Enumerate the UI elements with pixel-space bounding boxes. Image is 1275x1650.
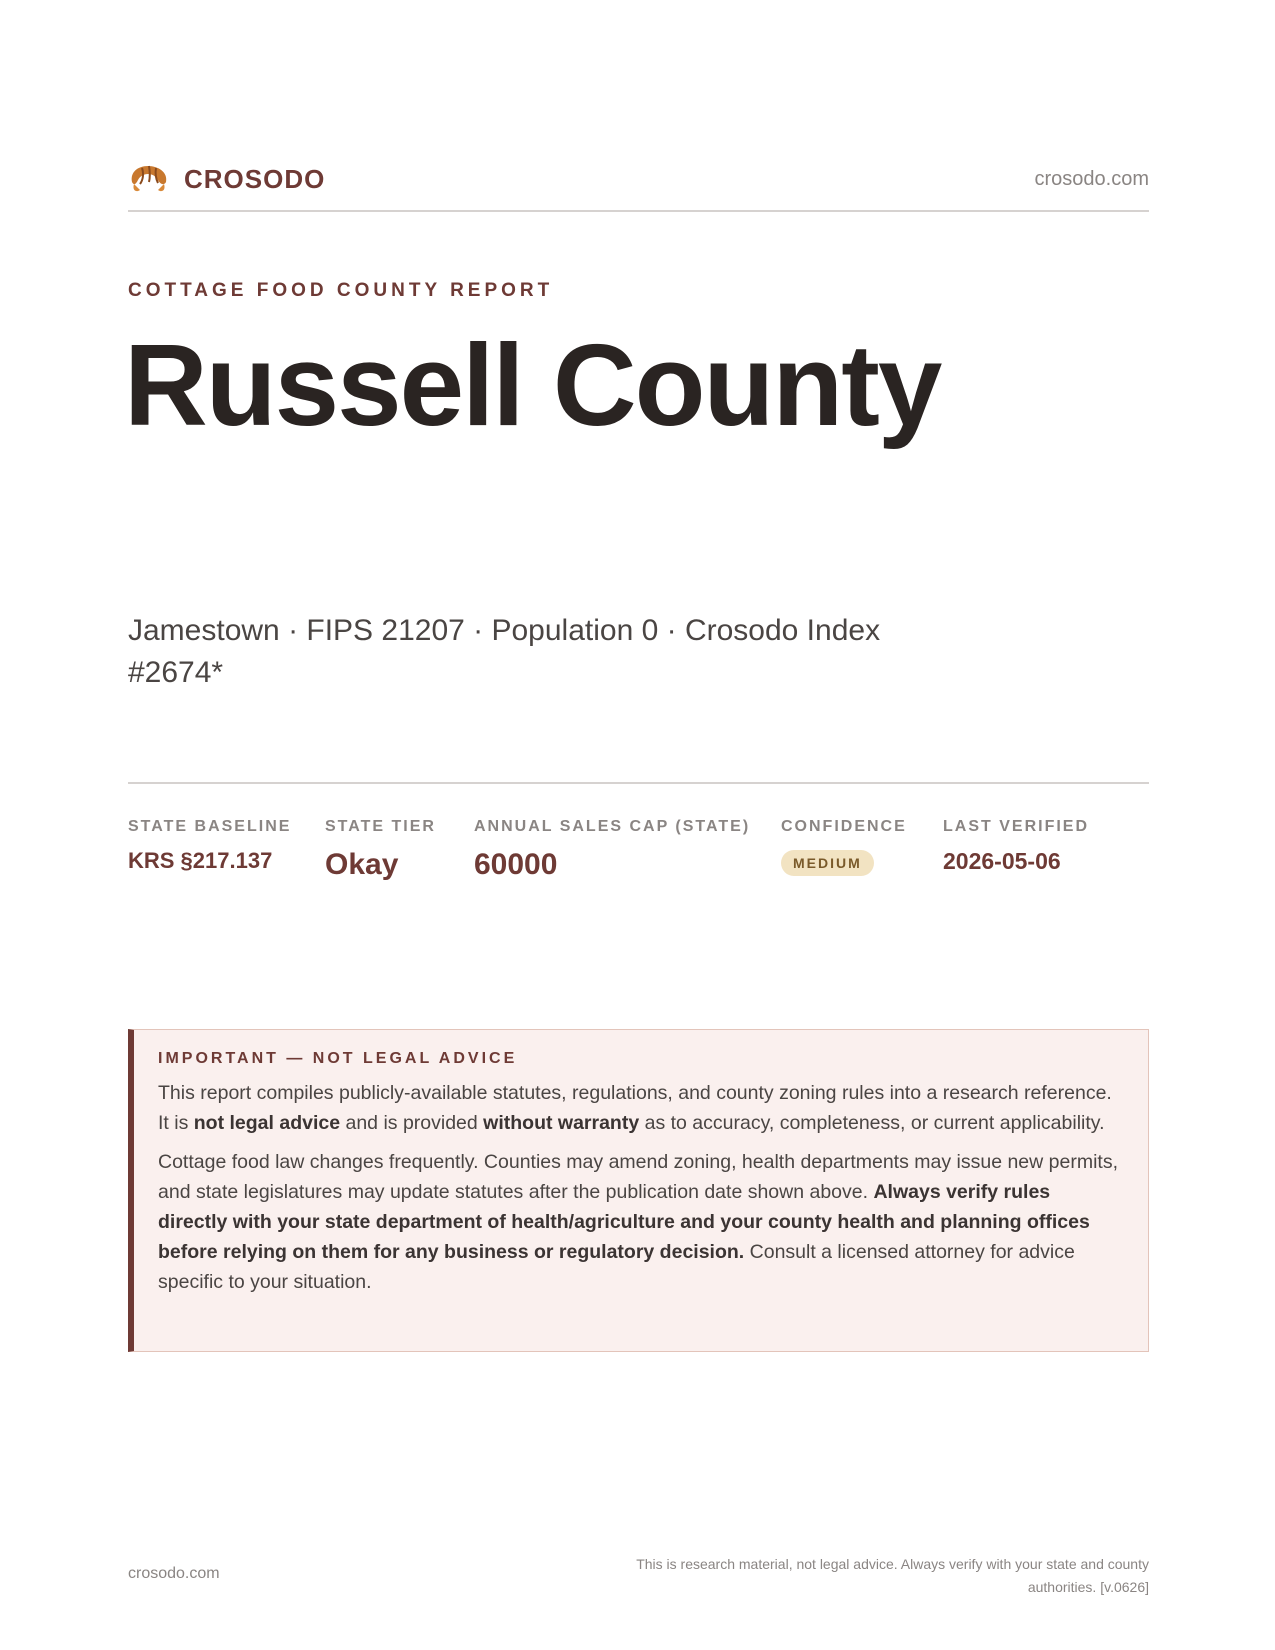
notice-emphasis: Always verify rules directly with your state department of health/agriculture and your county health and planning offices before relying on them for any business or regulatory decision.	[158, 1181, 1090, 1263]
stat-value: Okay	[325, 848, 399, 881]
notice-text: This report compiles publicly-available statutes, regulations, and county zoning rules into a research reference. It is	[158, 1082, 1112, 1134]
stat-value: 60000	[474, 848, 558, 881]
footer-disclaimer: This is research material, not legal advice. Always verify with your state and county authorities. [v.0626]	[636, 1556, 1149, 1595]
notice-heading: IMPORTANT — NOT LEGAL ADVICE	[158, 1050, 518, 1067]
stat-label: STATE BASELINE	[128, 818, 292, 835]
footer-site-url[interactable]: crosodo.com	[128, 1565, 220, 1582]
croissant-icon	[128, 160, 170, 196]
stat-last-verified	[943, 818, 1089, 875]
stat-label: CONFIDENCE	[781, 818, 907, 835]
page-title: Russell County	[124, 320, 941, 450]
notice-paragraph-2	[158, 1147, 1122, 1297]
stat-state-baseline	[128, 818, 291, 874]
page-header	[128, 160, 1149, 212]
notice-text: Cottage food law changes frequently. Counties may amend zoning, health departments may issue new permits, and state legislatures may update statutes after the publication date shown above.	[158, 1151, 1118, 1203]
site-url[interactable]: crosodo.com	[1034, 168, 1149, 190]
notice-text: Consult a licensed attorney for advice specific to your situation.	[158, 1241, 1075, 1293]
legal-notice	[128, 1029, 1149, 1352]
divider	[128, 782, 1149, 784]
stat-label: ANNUAL SALES CAP (STATE)	[474, 818, 751, 835]
stat-state-tier	[325, 818, 436, 882]
stat-value: 2026-05-06	[943, 848, 1061, 874]
brand-name: CROSODO	[184, 164, 326, 194]
stat-label: LAST VERIFIED	[943, 818, 1090, 835]
report-eyebrow: COTTAGE FOOD COUNTY REPORT	[128, 280, 554, 301]
report-page	[124, 0, 1149, 1650]
stat-label: STATE TIER	[325, 818, 436, 835]
stat-sales-cap	[474, 818, 750, 882]
notice-emphasis: not legal advice	[193, 1112, 341, 1134]
confidence-badge: MEDIUM	[781, 850, 874, 876]
notice-text: as to accuracy, completeness, or current applicability.	[639, 1112, 1105, 1134]
notice-emphasis: without warranty	[483, 1112, 640, 1134]
county-subtitle: Jamestown · FIPS 21207 · Population 0 · Crosodo Index #2674*	[128, 614, 881, 689]
stat-confidence	[781, 818, 907, 876]
stat-value: KRS §217.137	[128, 848, 273, 873]
notice-text: and is provided	[340, 1112, 484, 1134]
notice-paragraph-1	[158, 1078, 1122, 1138]
